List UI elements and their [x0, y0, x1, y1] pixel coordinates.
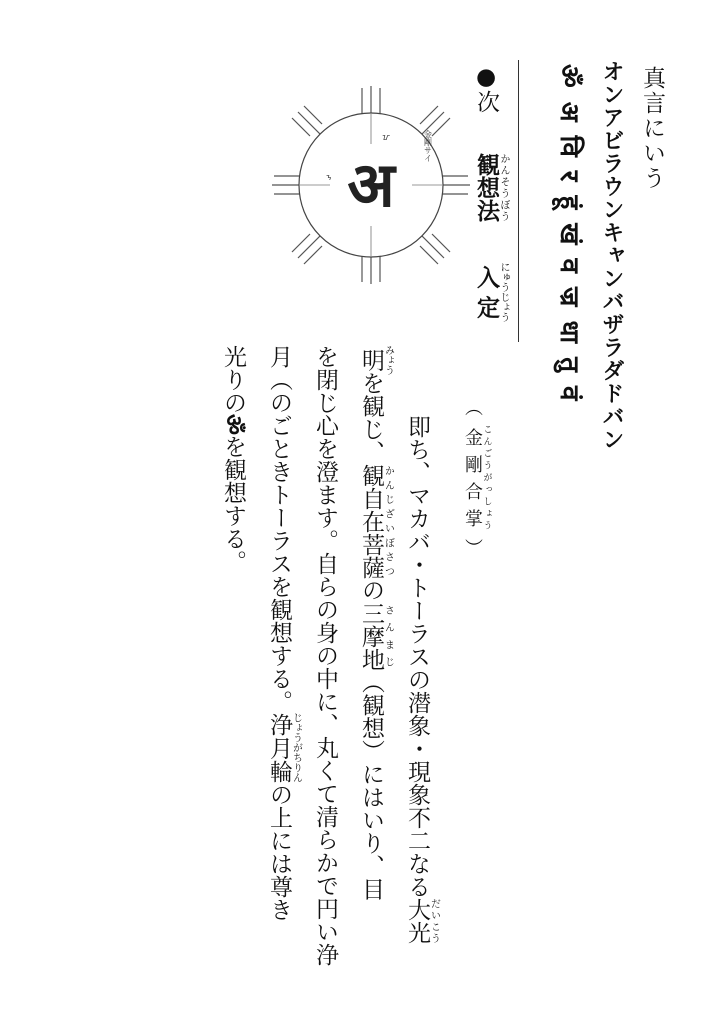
body-paragraph [220, 345, 440, 985]
siddham-glyph: ज्र [554, 287, 584, 321]
body-line-2: 明みょうを観じ、観自在菩薩かんじざいぼさつの三摩地さんまじ（観想）にはいり、目 [358, 345, 394, 901]
diagram-center-glyph: अ [347, 148, 395, 221]
section-heading [474, 64, 509, 322]
heading-prefix: 次 [473, 90, 499, 113]
body-line-3: を閉じ心を澄ます。自らの身の中に、丸くて清らかで円い浄 [312, 345, 338, 966]
siddham-glyph: र [554, 170, 584, 196]
siddham-glyph: व [554, 258, 584, 287]
header-title: 真言にいう [639, 66, 665, 191]
mantra-siddham [556, 64, 582, 414]
siddham-glyph: अ [554, 101, 584, 136]
body-line-5: 光りのॐを観想する。 [220, 345, 247, 573]
siddham-glyph: तु [554, 357, 584, 386]
body-line-4: 月（のごときトーラスを観想する。浄月輪じょうがちりんの上には尊き [266, 345, 302, 921]
siddham-glyph: वि [554, 135, 584, 171]
mantra-katakana: オンアビラウンキャンバザラダドバン [599, 60, 624, 451]
siddham-glyph: हूं [554, 195, 584, 224]
gassho-note: （ 金剛合掌こんごうがっしょう ） [462, 398, 492, 560]
siddham-glyph: खं [554, 223, 584, 259]
siddham-glyph: धा [554, 320, 584, 358]
bullet-marker: ● [473, 64, 499, 90]
diagram-label-top: ᝉ [382, 133, 390, 143]
diagram-label-left: ᝂ [326, 173, 332, 183]
siddham-glyph: ॐ [554, 64, 584, 102]
siddham-glyph: वं [554, 386, 584, 415]
heading-kansouhou: 観想法かんそうぼう [473, 153, 509, 222]
diagram-label-upper-right: 金剛サイ [423, 130, 433, 162]
gassho-word: 金剛合掌こんごうがっしょう [462, 424, 492, 533]
heading-nyujou: 入定にゅうじょう [473, 262, 509, 322]
mandala-diagram [270, 84, 472, 286]
section-divider [518, 60, 519, 342]
body-line-1: 即ち、マカバ・トーラスの潜象・現象不二なる大光だいこう [404, 415, 440, 944]
siddham-symbol-inline: ॐ [220, 414, 247, 435]
